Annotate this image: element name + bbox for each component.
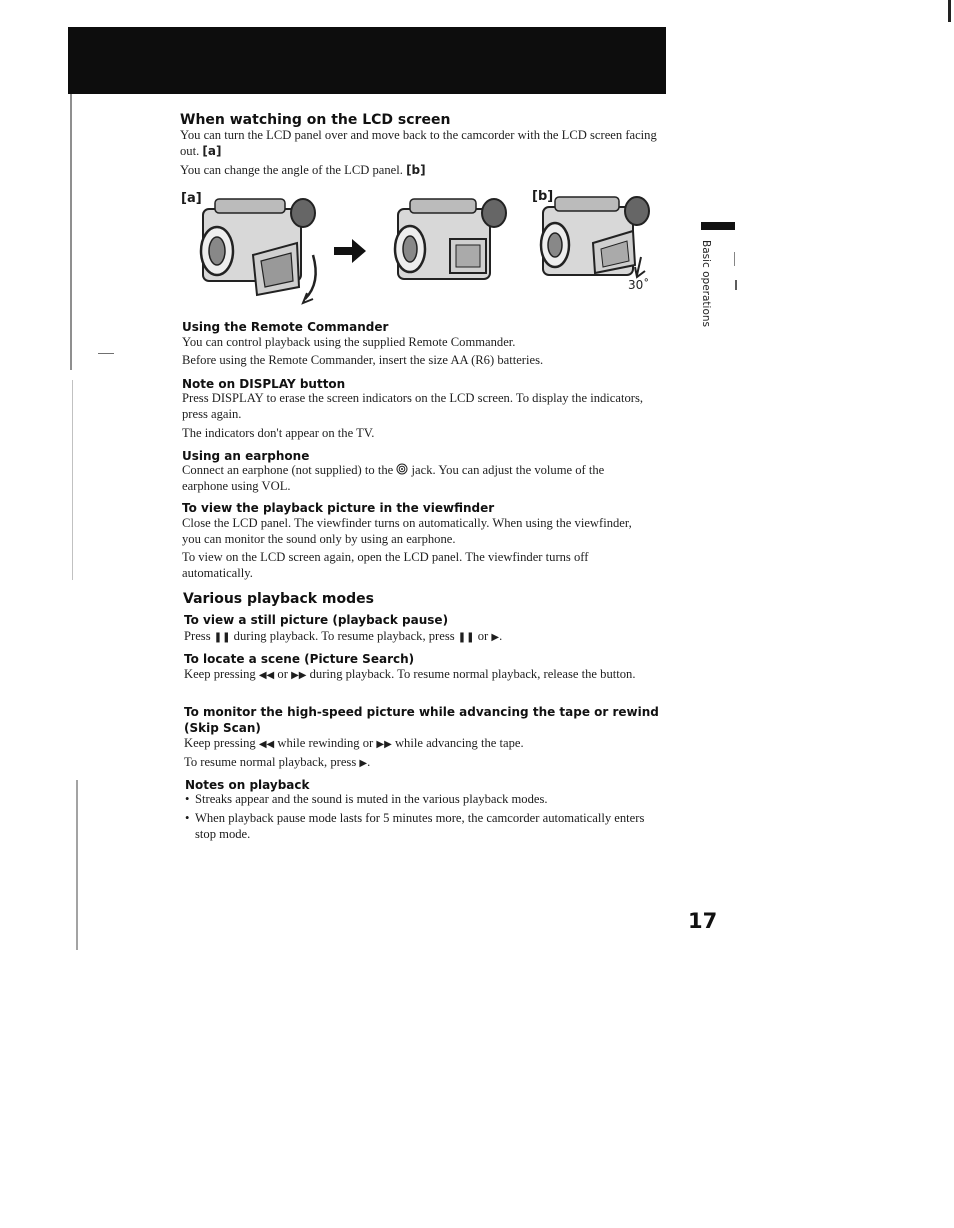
side-tab-marker [701, 222, 735, 230]
display-note-paragraph-1: Press DISPLAY to erase the screen indicators on the LCD screen. To display the indicators, press again. [182, 391, 644, 421]
camcorder-lcd-closed-illustration [390, 195, 512, 295]
viewfinder-paragraph-1: Close the LCD panel. The viewfinder turns on automatically. When using the viewfinder, you can monitor the sound only by using an earphone. [182, 516, 632, 546]
side-tab-label: Basic operations [700, 240, 712, 328]
search-paragraph: Keep pressing ◀◀ or ▶▶ during playback. To resume normal playback, release the button. [184, 667, 636, 681]
play-icon: ▶ [491, 632, 500, 643]
pause-icon: ❚❚ [457, 632, 475, 643]
rewind-icon: ◀◀ [258, 670, 275, 681]
figure-ref-a: [a] [202, 144, 222, 158]
margin-mark [734, 252, 735, 266]
list-item: • When playback pause mode lasts for 5 minutes more, the camcorder automatically enters stop mode. [185, 810, 665, 842]
earphone-jack-icon [396, 463, 408, 475]
section-title-playback-modes: Various playback modes [183, 591, 374, 607]
rewind-icon: ◀◀ [258, 739, 275, 750]
binding-edge [76, 780, 78, 950]
binding-edge [72, 380, 73, 580]
pause-icon: ❚❚ [213, 632, 231, 643]
notes-list [185, 791, 665, 845]
section-title-lcd: When watching on the LCD screen [180, 112, 451, 128]
header-bar [68, 27, 666, 94]
figure-label-a: [a] [181, 191, 202, 206]
play-icon: ▶ [359, 758, 368, 769]
earphone-paragraph: Connect an earphone (not supplied) to the jack. You can adjust the volume of the earphone using VOL. [182, 463, 605, 493]
fast-forward-icon: ▶▶ [376, 739, 392, 750]
pause-title: To view a still picture (playback pause) [184, 613, 449, 627]
pause-paragraph: Press ❚❚ during playback. To resume playback, press ❚❚ or ▶. [184, 629, 503, 643]
display-note-paragraph-2: The indicators don't appear on the TV. [182, 426, 375, 440]
notes-title: Notes on playback [185, 778, 310, 792]
remote-paragraph-2: Before using the Remote Commander, insert the size AA (R6) batteries. [182, 353, 544, 367]
camcorder-lcd-flipped-illustration [195, 195, 330, 305]
list-item: • Streaks appear and the sound is muted in the various playback modes. [185, 791, 665, 807]
viewfinder-title: To view the playback picture in the viewfinder [182, 501, 495, 515]
viewfinder-paragraph-2: To view on the LCD screen again, open the LCD panel. The viewfinder turns off automatically. [182, 550, 589, 580]
page-number: 17 [688, 909, 718, 933]
lcd-paragraph-2: You can change the angle of the LCD panel. [b] [180, 163, 426, 177]
tilt-angle-label: 30˚ [628, 278, 650, 292]
remote-paragraph-1: You can control playback using the supplied Remote Commander. [182, 335, 516, 349]
remote-title: Using the Remote Commander [182, 320, 389, 334]
skip-scan-title: To monitor the high-speed picture while advancing the tape or rewind (Skip Scan) [184, 705, 659, 735]
scan-dash [98, 353, 114, 354]
skip-scan-paragraph-2: To resume normal playback, press ▶. [184, 755, 371, 769]
earphone-title: Using an earphone [182, 449, 310, 463]
lcd-paragraph-1: You can turn the LCD panel over and move back to the camcorder with the LCD screen facing out. [a] [180, 128, 657, 158]
display-note-title: Note on DISPLAY button [182, 377, 346, 391]
corner-mark [948, 0, 951, 22]
fast-forward-icon: ▶▶ [291, 670, 307, 681]
search-title: To locate a scene (Picture Search) [184, 652, 415, 666]
margin-mark [735, 280, 737, 290]
figure-label-b: [b] [532, 189, 554, 204]
arrow-right-icon [332, 236, 368, 266]
skip-scan-paragraph-1: Keep pressing ◀◀ while rewinding or ▶▶ while advancing the tape. [184, 736, 524, 750]
figure-ref-b: [b] [406, 163, 426, 177]
